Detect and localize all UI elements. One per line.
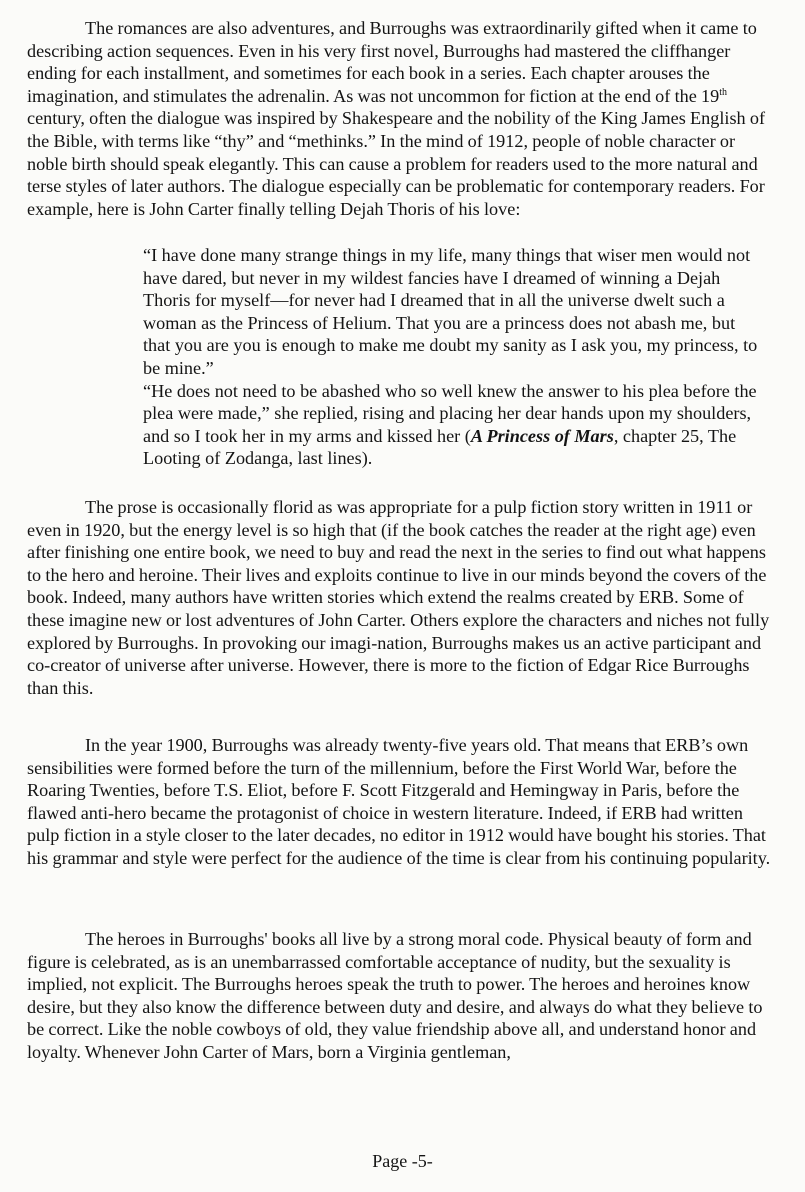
- quote-line-2-after: , chapter 25, The Looting of Zodanga, last lines).: [143, 425, 737, 469]
- paragraph-year-1900: In the year 1900, Burroughs was already twenty-five years old. That means that ERB’s own sensibilities were formed before the turn of the millennium, before the First World War, before the Roaring Twenties, before T.S. Eliot, before F. Scott Fitzgerald and Hemingway in Paris, before the flawed anti-hero became the protagonist of choice in western literature. Indeed, if ERB had written pulp fiction in a style closer to the later decades, no editor in 1912 would have bought his stories. That his grammar and style were perfect for the audience of the time is clear from his continuing popularity.: [27, 735, 771, 868]
- paragraph-romances: [27, 17, 775, 220]
- quote-line-1: “I have done many strange things in my life, many things that wiser men would not have dared, but never in my wildest fancies have I dreamed of winning a Dejah Thoris for myself—for never had I dreamed that in all the universe dwelt such a woman as the Princess of Helium. That you are a princess does not abash me, but that you are you is enough to make me doubt my sanity as I ask you, my princess, to be mine.”: [143, 245, 758, 378]
- paragraph-prose: The prose is occasionally florid as was appropriate for a pulp fiction story written in 1911 or even in 1920, but the energy level is so high that (if the book catches the reader at the right age) even after finishing one entire book, we need to buy and read the next in the series to find out what happens to the hero and heroine. Their lives and exploits continue to live in our minds beyond the covers of the book. Indeed, many authors have written stories which extend the realms created by ERB. Some of these imagine new or lost adventures of John Carter. Others explore the characters and niches not fully explored by Burroughs. In provoking our imagi-nation, Burroughs makes us an active participant and co-creator of universe after universe. However, there is more to the fiction of Edgar Rice Burroughs than this.: [27, 497, 770, 698]
- quote-line-2-before: “He does not need to be abashed who so well knew the answer to his plea before the plea were made,” she replied, rising and placing her dear hands upon my shoulders, and so I took her in my arms and kissed her (: [143, 380, 757, 446]
- paragraph-romances-text-b: century, often the dialogue was inspired by Shakespeare and the nobility of the King James English of the Bible, with terms like “thy” and “methinks.” In the mind of 1912, people of noble character or noble birth should speak elegantly. This can cause a problem for readers used to the more natural and terse styles of later authors. The dialogue especially can be problematic for contemporary readers. For example, here is John Carter finally telling Dejah Thoris of his love:: [27, 108, 766, 219]
- superscript-th: th: [719, 86, 728, 98]
- paragraph-romances-text-a: The romances are also adventures, and Burroughs was extraordinarily gifted when it came to describing action sequences. Even in his very first novel, Burroughs had mastered the cliffhanger ending for each installment, and sometimes for each book in a series. Each chapter arouses the imagination, and stimulates the adrenalin. As was not uncommon for fiction at the end of the 19: [27, 18, 757, 106]
- book-title: A Princess of Mars: [470, 425, 614, 446]
- paragraph-heroes: The heroes in Burroughs' books all live by a strong moral code. Physical beauty of form and figure is celebrated, as is an unembarrassed comfortable acceptance of nudity, but the sexuality is implied, not explicit. The Burroughs heroes speak the truth to power. The heroes and heroines know desire, but they also know the difference between duty and desire, and always do what they believe to be correct. Like the noble cowboys of old, they value friendship above all, and understand honor and loyalty. Whenever John Carter of Mars, born a Virginia gentleman,: [27, 929, 763, 1062]
- page-number: Page -5-: [372, 1151, 433, 1171]
- quote-line-2: [143, 380, 763, 470]
- block-quote: [143, 244, 763, 470]
